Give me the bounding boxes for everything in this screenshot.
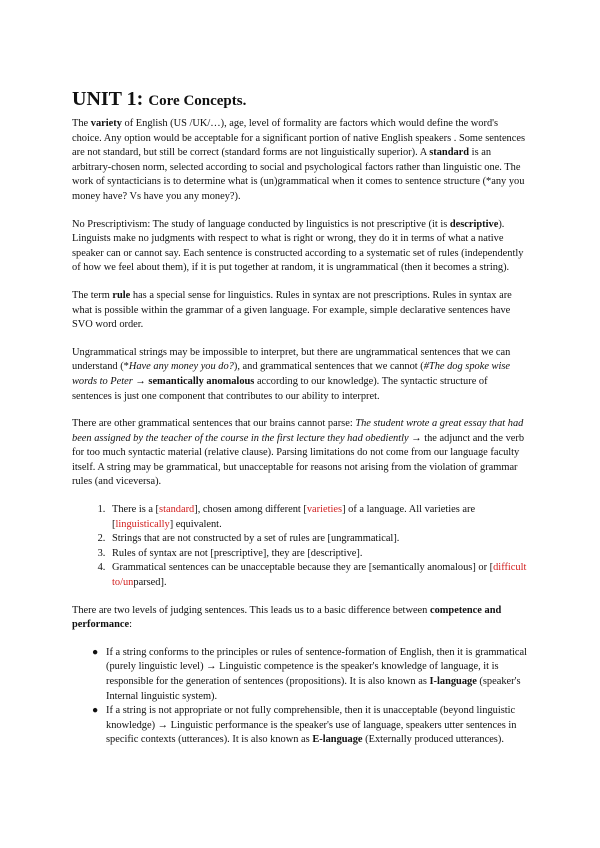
text: has a special sense for linguistics. Rules in syntax are not prescriptions. Rules in syntax are what is possible within the grammar of a given language. For example, simple declarative sentences have SVO word order. [72,289,512,331]
text: There are two levels of judging sentences. This leads us to a basic difference between [72,604,430,616]
text: There is a [ [112,504,160,516]
list-item: 2. Strings that are not constructed by a set of rules are [ungrammatical]. [108,532,528,547]
term-rule: rule [112,289,131,301]
text: → the adjunct and the verb for too much syntactic material (relative clause). Parsing limitations do not come from our language faculty itself. A string may be grammatical, but unacceptable for reasons not arising from the violation of grammar rules (and viceversa). [72,432,525,488]
list-item [92,646,528,704]
text: Grammatical sentences can be unacceptable because they are [semantically anomalous] or [ [112,562,494,574]
text: of English (US /UK/…), age, level of formality are factors which would define the word's choice. Any option would be acceptable for a significant portion of native English speakers . Some sentences are not standard, but still be correct (standard forms are not linguistically superior). A [72,118,526,159]
list-item [108,561,528,590]
page-title [72,88,528,112]
term-semantically-anomalous: semantically anomalous [148,375,255,387]
text: Ungrammatical strings may be impossible to interpret, but there are ungrammatical sentences that we can understand (* [72,346,511,373]
text: according to our knowledge). The syntactic structure of sentences is just one component that contributes to our ability to interpret. [72,375,488,402]
term-variety: variety [90,118,122,129]
term-descriptive: descriptive [449,218,499,230]
text: (speaker's Internal linguistic system). [106,676,521,702]
list-item [108,503,528,532]
bullet-list [72,646,528,748]
term-competence-performance: competence and performance [72,604,502,631]
text: ], chosen among different [ [194,504,307,516]
list-item: 3. Rules of syntax are not [prescriptive], they are [descriptive]. [108,547,528,562]
term-standard: standard [429,147,470,159]
term-e-language: E-language [312,734,363,746]
example-2: #The dog spoke wise words to Peter [72,361,511,387]
text: : [129,619,133,631]
paragraph-variety [72,117,528,205]
answer-varieties: varieties [306,504,343,516]
numbered-list [72,503,528,591]
text: If a string conforms to the principles or rules of sentence-formation of English, then it is grammatical (purely linguistic level) → Linguistic competence is the speaker's knowledge of language, it is responsible for the generation of sentences (propositions). It is also known as [106,646,527,687]
arrow: → [132,375,149,387]
unit-subtitle: Core Concepts. [148,93,247,109]
text: ). Linguists make no judgments with respect to what is right or wrong, they do it in terms of what a native speaker can or cannot say. Each sentence is constructed according to a systematic set of rules (independently of how we feel about them), if it is put together at random, it is ungrammatical (then it becomes a string). [72,218,524,274]
text: The term [72,289,113,301]
paragraph-competence [72,604,528,633]
text: is an arbitrary-chosen norm, selected according to social and psychological factors rather than linguistic one. The work of syntacticians is to determine what is (un)grammatical when it comes to sentence structure (*any you money have? Vs have you any money?). [72,147,525,202]
page-content [72,88,528,761]
paragraph-prescriptivism [72,218,528,276]
example-1: Have any money you do? [128,361,234,373]
list-item [92,704,528,748]
bullet-icon: ● [92,646,99,658]
text: (Externally produced utterances). [362,734,504,746]
text: ), and grammatical sentences that we cannot ( [233,361,424,373]
unit-label: UNIT 1: [72,88,144,110]
text: ] equivalent. [169,518,222,530]
paragraph-ungrammatical [72,346,528,404]
example-garden-path: The student wrote a great essay that had been assigned by the teacher of the course in the first lecture they had obediently [72,418,524,444]
paragraph-parsing [72,417,528,490]
bullet-icon: ● [92,705,99,717]
paragraph-rule [72,289,528,333]
text: If a string is not appropriate or not fully comprehensible, then it is unacceptable (beyond linguistic knowledge) → Linguistic performance is the speaker's use of language, speakers utter sentences in specific contexts (utterances). It is also known as [106,705,517,746]
term-i-language: I-language [429,676,477,687]
text: ] of a language. All varieties are [ [112,504,476,530]
answer-standard: standard [159,504,195,516]
text: The [72,118,91,129]
answer-linguistically: linguistically [115,518,170,530]
answer-difficult: difficult to/un [112,562,527,589]
text: There are other grammatical sentences that our brains cannot parse: [72,418,356,430]
text: No Prescriptivism: The study of language conducted by linguistics is not prescriptive (it is [72,218,450,230]
text: parsed]. [133,577,167,589]
